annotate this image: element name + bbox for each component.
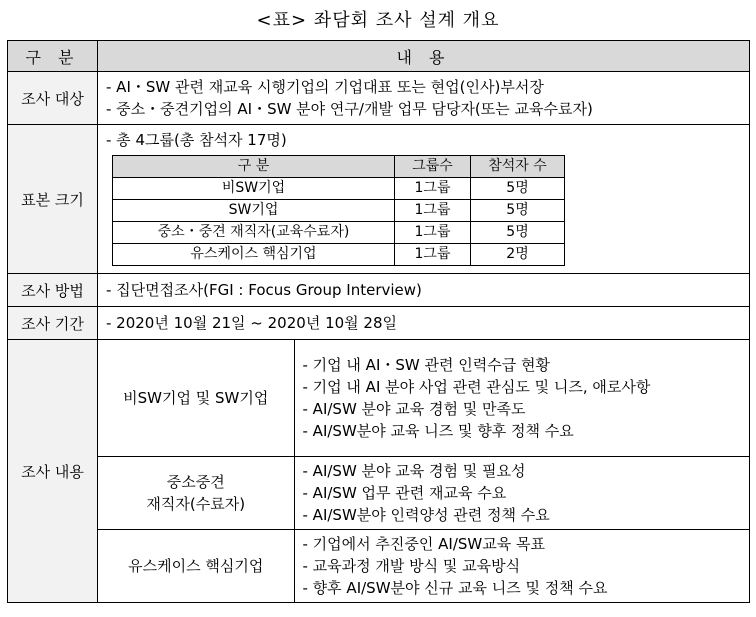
content-group-label: 유스케이스 핵심기업	[98, 530, 294, 603]
label-target: 조사 대상	[8, 72, 98, 125]
sample-cell-category: SW기업	[113, 199, 395, 221]
sample-summary: - 총 4그룹(총 참석자 17명)	[106, 130, 287, 149]
sample-cell-groups: 1그룹	[395, 243, 471, 265]
target-item: - 중소・중견기업의 AI・SW 분야 연구/개발 업무 담당자(또는 교육수료자)	[106, 100, 593, 118]
period-text: - 2020년 10월 21일 ~ 2020년 10월 28일	[106, 314, 397, 332]
sample-cell-groups: 1그룹	[395, 199, 471, 221]
sample-size-table	[112, 155, 565, 266]
content-group-items	[294, 340, 750, 457]
list-item: - AI/SW분야 인력양성 관련 정책 수요	[302, 506, 550, 524]
sample-cell-category: 유스케이스 핵심기업	[113, 243, 395, 265]
content-details	[98, 340, 750, 603]
header-content: 내 용	[98, 41, 750, 72]
row-period	[8, 307, 750, 340]
header-category: 구 분	[8, 41, 98, 72]
sample-header-category: 구 분	[113, 155, 395, 177]
list-item: - 기업 내 AI・SW 관련 인력수급 현황	[302, 356, 550, 374]
sample-cell-category: 비SW기업	[113, 177, 395, 199]
content-group-label	[98, 457, 294, 530]
list-item: - AI/SW분야 교육 니즈 및 향후 정책 수요	[302, 422, 574, 440]
table-row	[113, 199, 565, 221]
sample-table-header	[113, 155, 565, 177]
content-target	[98, 72, 750, 125]
list-item: - 교육과정 개발 방식 및 교육방식	[302, 557, 521, 575]
table-header-row	[8, 41, 750, 72]
sample-cell-participants: 5명	[471, 177, 565, 199]
label-method: 조사 방법	[8, 274, 98, 307]
table-title: <표> 좌담회 조사 설계 개요	[256, 10, 500, 31]
content-group-label: 비SW기업 및 SW기업	[98, 340, 294, 457]
survey-design-table	[7, 40, 750, 603]
sample-cell-participants: 5명	[471, 199, 565, 221]
content-group-label-line: 중소중견	[166, 473, 225, 491]
content-group-items	[294, 457, 750, 530]
content-group	[98, 340, 750, 457]
content-group-items	[294, 530, 750, 603]
table-row	[113, 177, 565, 199]
table-row	[113, 221, 565, 243]
content-group	[98, 530, 750, 603]
list-item: - AI/SW 업무 관련 재교육 수요	[302, 484, 507, 502]
list-item: - 향후 AI/SW분야 신규 교육 니즈 및 정책 수요	[302, 579, 608, 597]
label-sample: 표본 크기	[8, 125, 98, 274]
label-period: 조사 기간	[8, 307, 98, 340]
content-period	[98, 307, 750, 340]
list-item: - 기업 내 AI 분야 사업 관련 관심도 및 니즈, 애로사항	[302, 378, 651, 396]
row-content	[8, 340, 750, 603]
list-item: - AI/SW 분야 교육 경험 및 필요성	[302, 462, 526, 480]
sample-cell-participants: 2명	[471, 243, 565, 265]
content-sample	[98, 125, 750, 274]
list-item: - 기업에서 추진중인 AI/SW교육 목표	[302, 535, 545, 553]
target-item: - AI・SW 관련 재교육 시행기업의 기업대표 또는 현업(인사)부서장	[106, 78, 544, 96]
sample-header-participants: 참석자 수	[471, 155, 565, 177]
sample-header-groups: 그룹수	[395, 155, 471, 177]
row-target	[8, 72, 750, 125]
row-sample	[8, 125, 750, 274]
content-method	[98, 274, 750, 307]
sample-cell-participants: 5명	[471, 221, 565, 243]
sample-cell-groups: 1그룹	[395, 221, 471, 243]
content-group	[98, 457, 750, 530]
content-sub-table	[98, 340, 750, 602]
sample-cell-groups: 1그룹	[395, 177, 471, 199]
list-item: - AI/SW 분야 교육 경험 및 만족도	[302, 400, 526, 418]
label-content: 조사 내용	[8, 340, 98, 603]
method-text: - 집단면접조사(FGI : Focus Group Interview)	[106, 281, 422, 299]
content-group-label-line: 재직자(수료자)	[146, 495, 246, 513]
row-method	[8, 274, 750, 307]
sample-cell-category: 중소・중견 재직자(교육수료자)	[113, 221, 395, 243]
table-row	[113, 243, 565, 265]
